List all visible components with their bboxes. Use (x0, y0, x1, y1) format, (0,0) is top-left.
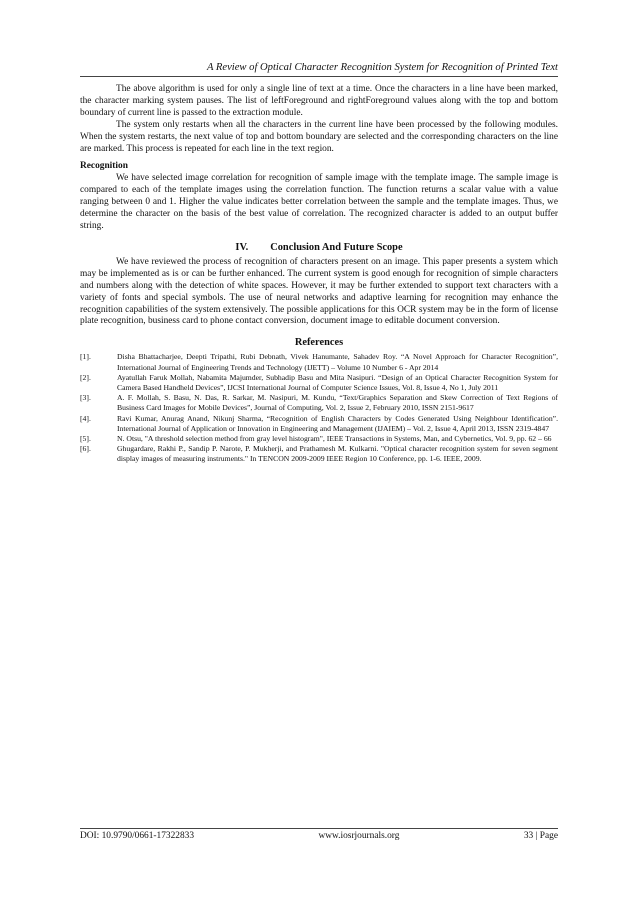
reference-number: [2]. (80, 372, 91, 382)
reference-text: A. F. Mollah, S. Basu, N. Das, R. Sarkar, M. Nasipuri, M. Kundu, “Text/Graphics Separation and Skew Correction of Text Regions of Business Card Images for Mobile Devices”, Journal of Computing, Vol. 2, Issue 2, February 2010, ISSN 2151-9617 (117, 393, 558, 413)
footer-doi: DOI: 10.9790/0661-17322833 (80, 831, 195, 841)
recognition-heading: Recognition (80, 161, 128, 172)
references-heading: References (294, 337, 344, 349)
reference-text: N. Otsu, "A threshold selection method from gray level histogram", IEEE Transactions in Systems, Man, and Cybernetics, Vol. 9, pp. 62 – 66 (117, 433, 552, 443)
reference-item (80, 352, 558, 372)
reference-item (80, 393, 558, 413)
reference-item (80, 414, 558, 434)
recognition-paragraph: We have selected image correlation for recognition of sample image with the template image. The sample image is compared to each of the template images using the correlation function. The function returns a scalar value with a value ranging between 0 and 1. Higher the value indicates better correlation between the sample and the template images. Thus, we determine the character on the basis of the best value of correlation. The recognized character is added to an output buffer string. (80, 173, 558, 231)
footer-website: www.iosrjournals.org (318, 831, 400, 841)
intro-paragraph-1: The above algorithm is used for only a single line of text at a time. Once the characters in a line have been marked, the character marking system pauses. The list of leftForeground and rightForeground values along with the top and bottom boundary of current line is passed to the extraction module. (80, 84, 558, 118)
conclusion-paragraph: We have reviewed the process of recognition of characters present on an image. This paper presents a system which may be implemented as is or can be further enhanced. The current system is good enough for recognition of simple characters and numbers along with the detection of white spaces. However, it may be further extended to support text characters with a variety of fonts and special symbols. The use of neural networks and adaptive learning for recognition may enhance the recognition capabilities of the system extensively. The possible applications for this OCR system may be in the form of license plate recognition, business card to phone contact conversion, document image to editable document conversion. (80, 256, 558, 327)
footer-rule (80, 828, 558, 829)
reference-number: [6]. (80, 444, 91, 454)
reference-text: Ghugardare, Rakhi P., Sandip P. Narote, P. Mukherji, and Prathamesh M. Kulkarni. "Optical character recognition system for seven segment display images of measuring instruments." In TENCON 2009-2009 IEEE Region 10 Conference, pp. 1-6. IEEE, 2009. (117, 444, 558, 464)
reference-number: [3]. (80, 393, 91, 403)
conclusion-number: IV. (235, 241, 249, 253)
footer-page-number: 33 | Page (523, 831, 558, 841)
reference-item (80, 434, 558, 444)
page-footer (80, 830, 558, 842)
reference-text: Ravi Kumar, Anurag Anand, Nikunj Sharma, “Recognition of English Characters by Codes Generated Using Neighbour Identification”. International Journal of Application or Innovation in Engineering and Management (IJAIEM) – Vol. 2, Issue 4, April 2013, ISSN 2319-4847 (117, 413, 558, 433)
header-rule (80, 76, 558, 77)
intro-paragraph-2: The system only restarts when all the characters in the current line have been processed by the following modules. When the system restarts, the next value of top and bottom boundary are selected and the corresponding characters on the line are marked. This process is repeated for each line in the text region. (80, 119, 558, 154)
conclusion-heading (80, 241, 558, 254)
reference-number: [5]. (80, 433, 91, 443)
running-head: A Review of Optical Character Recognition System for Recognition of Printed Text (206, 62, 558, 73)
reference-number: [1]. (80, 352, 91, 362)
reference-item (80, 373, 558, 393)
reference-number: [4]. (80, 413, 91, 423)
reference-list (80, 352, 558, 464)
reference-text: Disha Bhattacharjee, Deepti Tripathi, Rubi Debnath, Vivek Hanumante, Sahadev Roy. “A Novel Approach for Character Recognition”, International Journal of Engineering Trends and Technology (IJETT) – Volume 10 Number 6 - Apr 2014 (117, 352, 558, 372)
conclusion-title: Conclusion And Future Scope (270, 241, 403, 253)
reference-text: Ayatullah Faruk Mollah, Nabamita Majumder, Subhadip Basu and Mita Nasipuri. “Design of an Optical Character Recognition System for Camera Based Handheld Devices”, IJCSI International Journal of Computer Science Issues, Vol. 8, Issue 4, No 1, July 2011 (117, 372, 558, 392)
page-body (80, 84, 558, 465)
reference-item (80, 444, 558, 464)
